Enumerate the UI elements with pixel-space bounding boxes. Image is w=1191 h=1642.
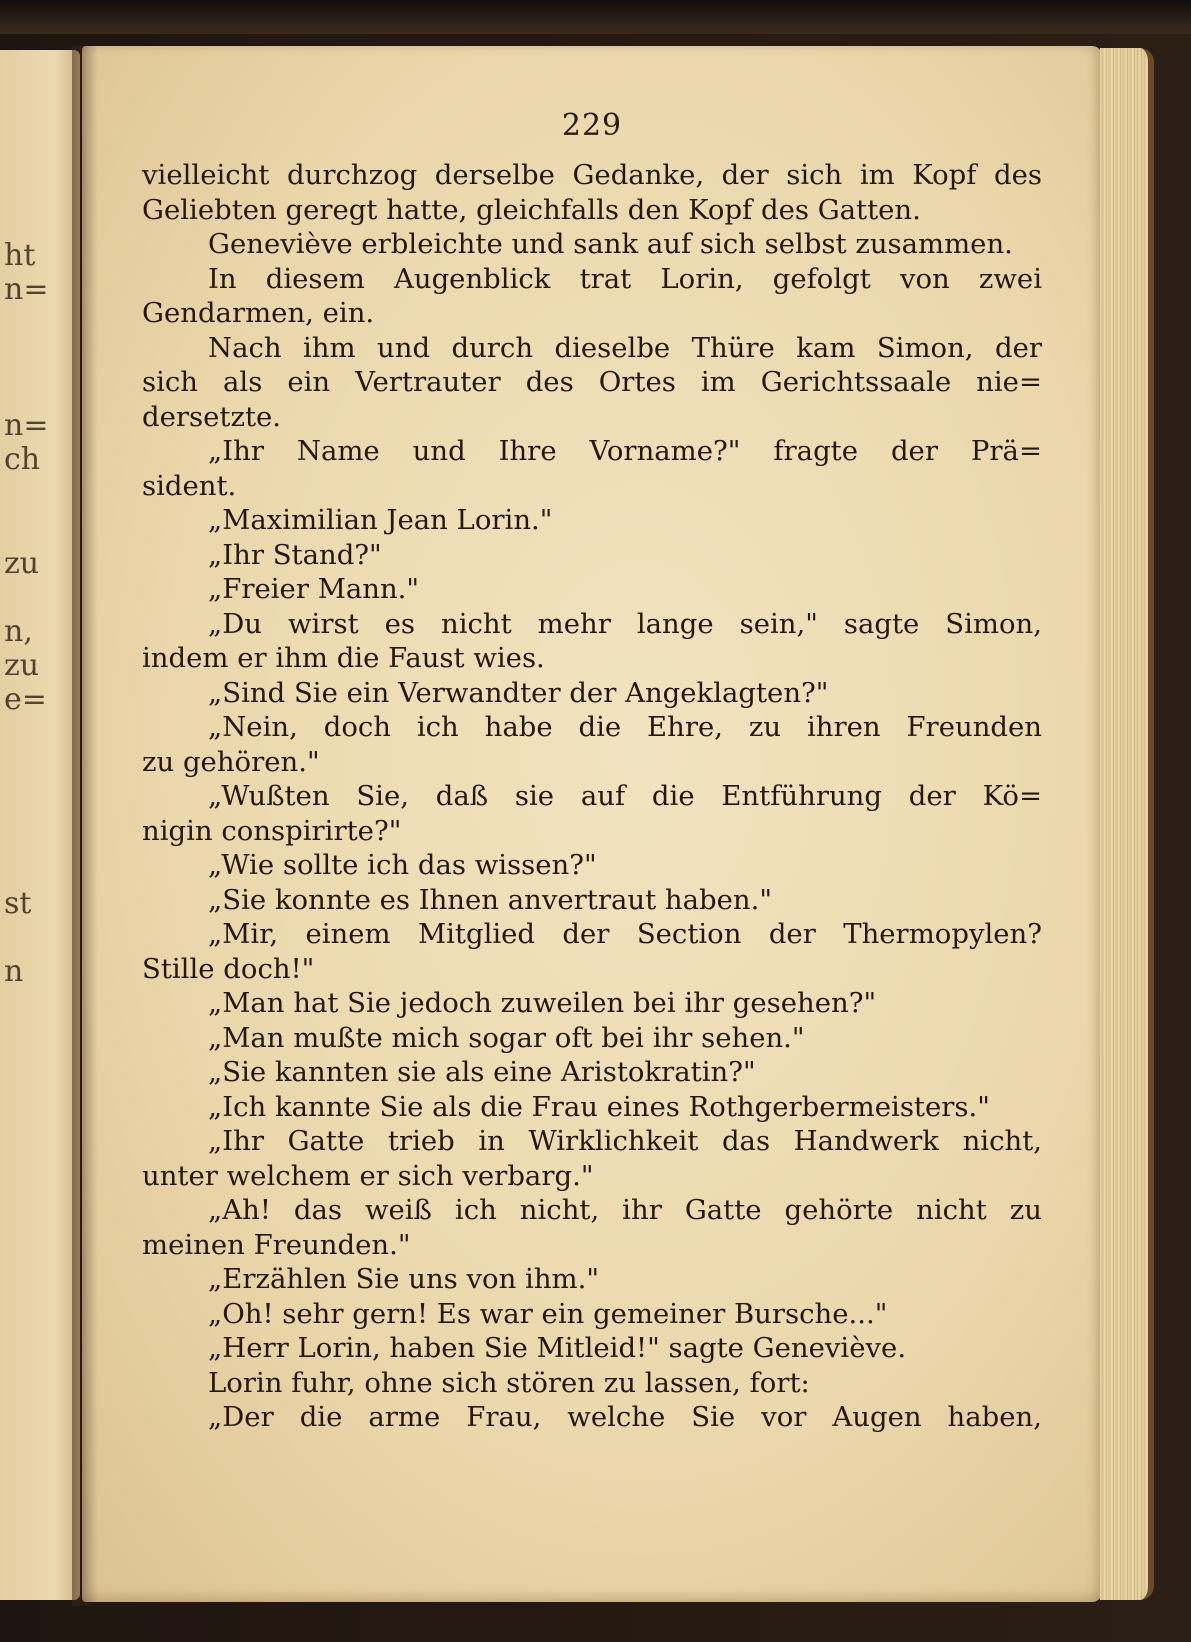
text-line: „Mir, einem Mitglied der Section der Thermopylen? [208,918,1042,950]
text-line: Geneviève erbleichte und sank auf sich selbst zusammen. [208,228,1013,260]
page-stack-edges [1100,48,1154,1600]
text-line: „Wie sollte ich das wissen?" [208,849,597,881]
text-line: „Man hat Sie jedoch zuweilen bei ihr gesehen?" [208,987,877,1019]
text-line: In diesem Augenblick trat Lorin, gefolgt von zwei [208,262,1042,295]
text-line: „Herr Lorin, haben Sie Mitleid!" sagte Geneviève. [208,1332,907,1364]
text-line: „Du wirst es nicht mehr lange sein," sagte Simon, [208,607,1042,640]
left-page-fragment: st [4,886,32,921]
text-line: „Nein, doch ich habe die Ehre, zu ihren Freunden [208,711,1042,743]
binding-edge [0,0,1191,34]
text-line: Gendarmen, ein. [142,297,375,329]
left-page-fragment: n= [4,272,49,307]
text-line: „Sind Sie ein Verwandter der Angeklagten?" [208,676,829,709]
text-line: „Man mußte mich sogar oft bei ihr sehen." [208,1021,805,1054]
text-line: sident. [142,469,237,502]
book-page [82,46,1102,1602]
text-line: „Sie kannten sie als eine Aristokratin?" [208,1056,756,1088]
text-line: „Ihr Stand?" [208,538,382,571]
left-page-fragment: ht [4,238,36,273]
text-line: „Sie konnte es Ihnen anvertraut haben." [208,883,772,916]
left-page-fragment: zu [4,546,40,581]
text-line: „Freier Mann." [208,573,420,605]
text-line: Geliebten geregt hatte, gleichfalls den Kopf des Gatten. [142,193,921,226]
text-line: indem er ihm die Faust wies. [142,642,545,674]
text-line: „Maximilian Jean Lorin." [208,504,553,536]
text-line: vielleicht durchzog derselbe Gedanke, der sich im Kopf des [142,159,1042,191]
text-line: „Ah! das weiß ich nicht, ihr Gatte gehörte nicht zu [208,1194,1042,1226]
left-page-fragment: n, [4,614,33,649]
text-line: unter welchem er sich verbarg." [142,1159,594,1192]
left-page-fragment: n= [4,408,49,443]
text-line: dersetzte. [142,400,282,433]
left-page-fragment: e= [4,682,47,717]
text-line: Stille doch!" [142,952,315,985]
previous-page-edge [0,50,80,1600]
text-line: sich als ein Vertrauter des Ortes im Gerichtssaale nie= [142,366,1042,398]
text-line: „Oh! sehr gern! Es war ein gemeiner Bursche..." [208,1297,888,1330]
gutter-shadow [72,46,98,1606]
text-line: „Ich kannte Sie als die Frau eines Rothgerbermeisters." [208,1090,990,1123]
text-line: Nach ihm und durch dieselbe Thüre kam Simon, der [208,331,1042,364]
page-body-text [142,158,1042,1435]
text-line: meinen Freunden." [142,1228,411,1261]
text-line: zu gehören." [142,745,320,778]
left-page-fragment: ch [4,442,41,477]
text-line: Lorin fuhr, ohne sich stören zu lassen, fort: [208,1366,810,1399]
left-page-fragment: zu [4,648,40,683]
page-number: 229 [561,108,623,143]
left-page-fragment: n [4,954,24,989]
text-line: nigin conspirirte?" [142,814,402,847]
text-line: „Ihr Gatte trieb in Wirklichkeit das Handwerk nicht, [208,1125,1042,1157]
text-line: „Wußten Sie, daß sie auf die Entführung der Kö= [208,780,1042,812]
text-line: „Der die arme Frau, welche Sie vor Augen haben, [208,1401,1042,1433]
text-line: „Erzählen Sie uns von ihm." [208,1263,600,1295]
text-line: „Ihr Name und Ihre Vorname?" fragte der Prä= [208,435,1042,467]
